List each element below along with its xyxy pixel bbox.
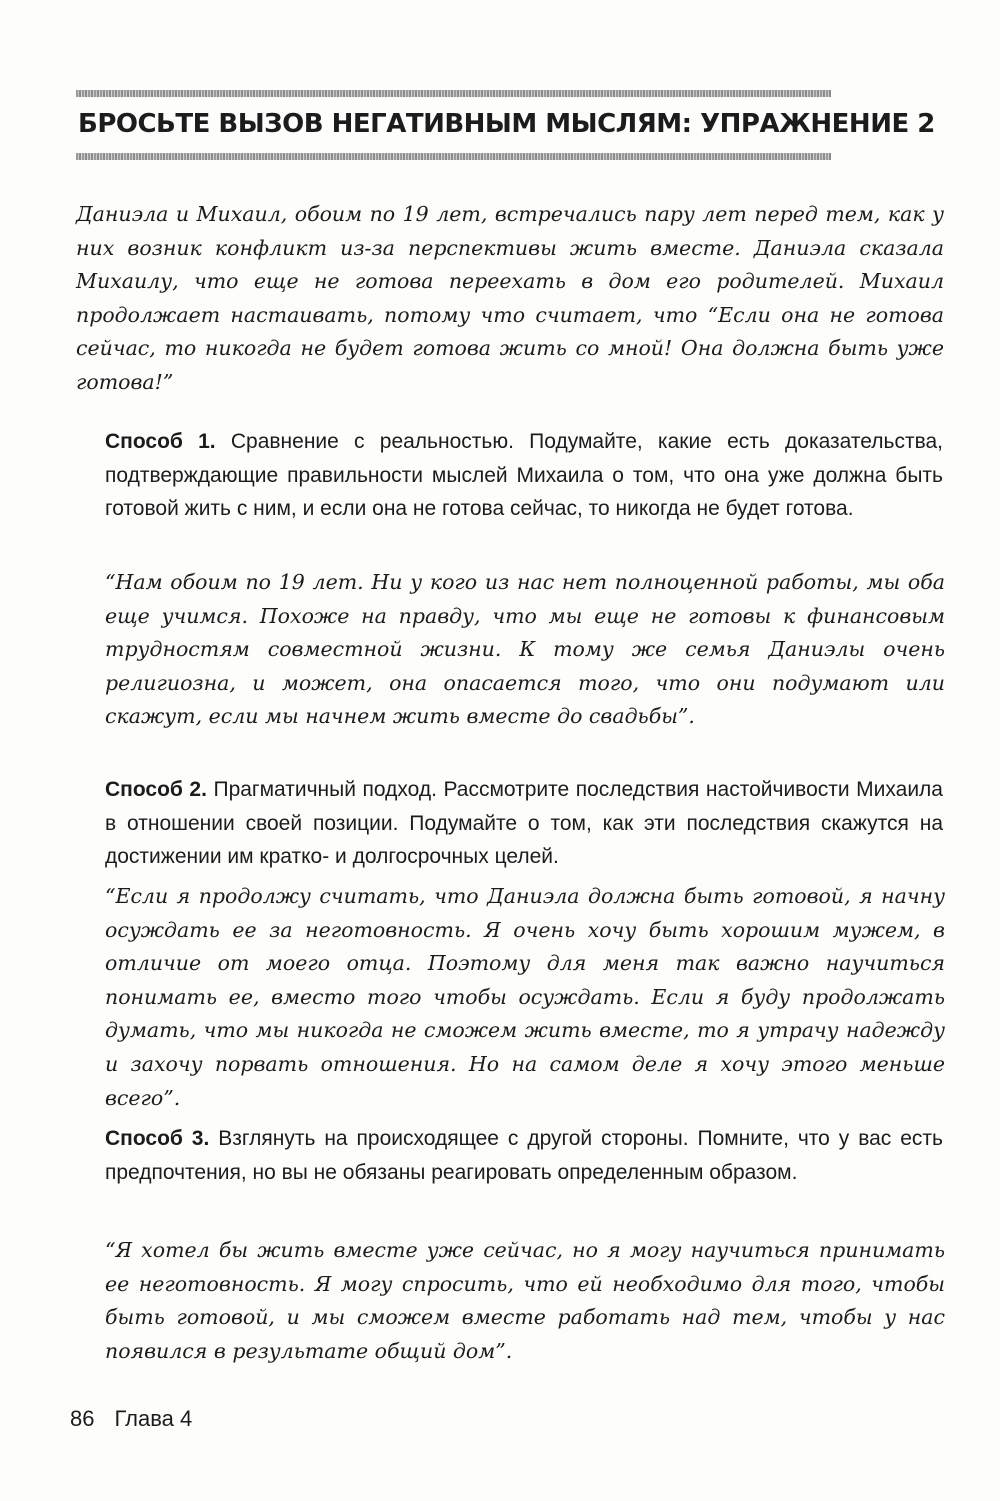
method-3-label: Способ 3.	[105, 1127, 210, 1150]
method-2	[105, 773, 943, 874]
method-3	[105, 1122, 943, 1189]
method-2-answer: “Если я продолжу считать, что Даниэла должна быть готовой, я начну осуждать ее за неготовность. Я очень хочу быть хорошим мужем, в отличие от моего отца. Поэтому для меня так важно научиться понимать ее, вместо того чтобы осуждать. Если я буду продолжать думать, что мы никогда не сможем жить вместе, то я утрачу надежду и захочу порвать отношения. Но на самом деле я хочу этого меньше всего”.	[105, 884, 945, 1110]
method-1-label: Способ 1.	[105, 430, 216, 453]
method-1	[105, 425, 943, 526]
intro-story: Даниэла и Михаил, обоим по 19 лет, встречались пару лет перед тем, как у них возник конфликт из-за перспективы жить вместе. Даниэла сказала Михаилу, что еще не готова переехать в дом его родителей. Михаил продолжает настаивать, потому что считает, что “Если она не готова сейчас, то никогда не будет готова жить со мной! Она должна быть уже готова!”	[76, 202, 944, 394]
section-title: БРОСЬТЕ ВЫЗОВ НЕГАТИВНЫМ МЫСЛЯМ: УПРАЖНЕНИЕ 2	[78, 109, 935, 139]
page-footer	[70, 1404, 192, 1434]
method-2-label: Способ 2.	[105, 778, 207, 801]
page-number: 86	[70, 1406, 95, 1431]
method-1-answer: “Нам обоим по 19 лет. Ни у кого из нас нет полноценной работы, мы оба еще учимся. Похоже на правду, что мы еще не готовы к финансовым трудностям совместной жизни. К тому же семья Даниэлы очень религиозна, и может, она опасается того, что они подумают или скажут, если мы начнем жить вместе до свадьбы”.	[105, 570, 945, 729]
method-3-text: Взглянуть на происходящее с другой стороны. Помните, что у вас есть предпочтения, но вы не обязаны реагировать определенным образом.	[105, 1127, 943, 1184]
method-3-answer: “Я хотел бы жить вместе уже сейчас, но я могу научиться принимать ее неготовность. Я могу спросить, что ей необходимо для того, чтобы быть готовой, и мы сможем вместе работать над тем, чтобы у нас появился в результате общий дом”.	[105, 1238, 945, 1363]
method-2-text: Прагматичный подход. Рассмотрите последствия настойчивости Михаила в отношении своей позиции. Подумайте о том, как эти последствия скажутся на достижении им кратко- и долгосрочных целей.	[105, 778, 943, 869]
heading-top-rule	[76, 90, 831, 97]
chapter-label: Глава 4	[114, 1406, 193, 1431]
heading-bottom-rule	[76, 153, 831, 160]
method-1-text: Сравнение с реальностью. Подумайте, какие есть доказательства, подтверждающие правильности мыслей Михаила о том, что она уже должна быть готовой жить с ним, и если она не готова сейчас, то никогда не будет готова.	[105, 430, 944, 521]
